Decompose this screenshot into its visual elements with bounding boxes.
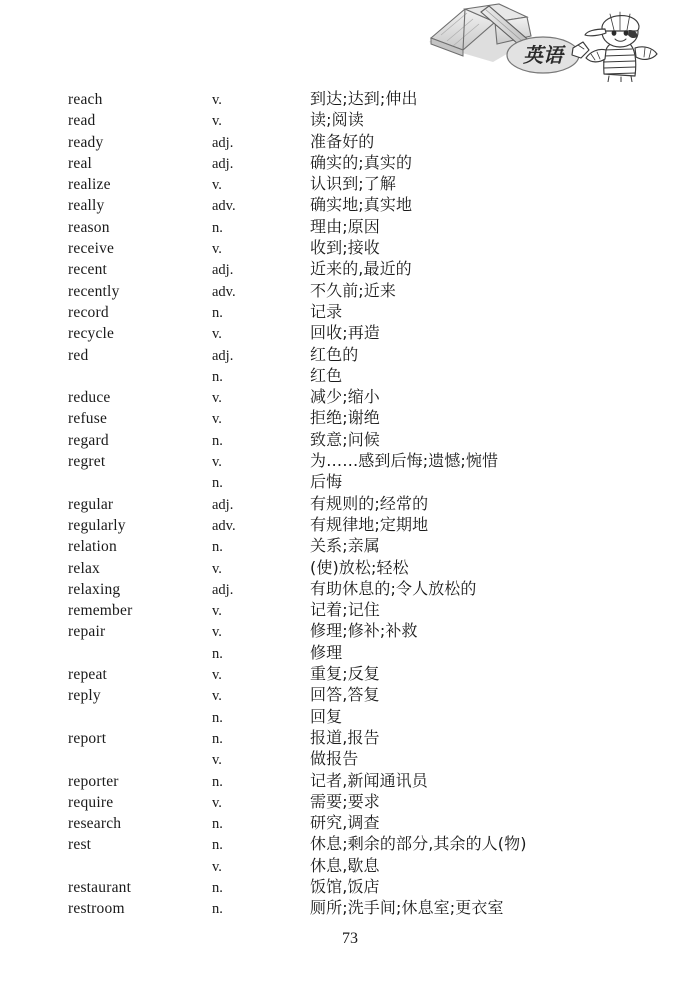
vocab-word: rest bbox=[68, 836, 92, 854]
vocab-word: reporter bbox=[68, 772, 119, 790]
vocab-row bbox=[68, 469, 648, 490]
vocab-row bbox=[68, 661, 648, 682]
vocab-word: reduce bbox=[68, 389, 111, 407]
vocab-part-of-speech: n. bbox=[212, 773, 223, 790]
vocab-definition: 记者,新闻通讯员 bbox=[310, 770, 428, 790]
vocab-row bbox=[68, 831, 648, 852]
vocab-row bbox=[68, 448, 648, 469]
vocab-part-of-speech: v. bbox=[212, 667, 222, 684]
vocab-word: reach bbox=[68, 91, 103, 108]
header-art bbox=[415, 0, 700, 82]
vocab-definition: (使)放松;轻松 bbox=[310, 557, 409, 577]
vocab-word: restaurant bbox=[68, 878, 132, 896]
vocab-word: reply bbox=[68, 687, 101, 705]
vocab-word: recent bbox=[68, 261, 108, 279]
vocab-word: red bbox=[68, 346, 89, 364]
vocab-word: regularly bbox=[68, 516, 126, 534]
vocab-definition: 为……感到后悔;遗憾;惋惜 bbox=[310, 451, 499, 471]
vocab-word: refuse bbox=[68, 410, 108, 428]
vocab-definition: 收到;接收 bbox=[310, 238, 380, 258]
vocab-row bbox=[68, 746, 648, 767]
vocab-part-of-speech: adj. bbox=[212, 581, 234, 598]
vocab-word: restroom bbox=[68, 900, 125, 918]
vocab-part-of-speech: v. bbox=[212, 177, 222, 194]
vocab-word: real bbox=[68, 154, 93, 172]
vocab-row bbox=[68, 384, 648, 405]
vocab-word: regular bbox=[68, 495, 114, 513]
vocab-word: record bbox=[68, 303, 109, 321]
vocab-row bbox=[68, 192, 648, 213]
vocab-row bbox=[68, 874, 648, 895]
vocab-definition: 回收;再造 bbox=[310, 323, 380, 343]
vocab-row bbox=[68, 576, 648, 597]
vocab-definition: 致意;问候 bbox=[310, 429, 380, 449]
vocab-row bbox=[68, 640, 648, 661]
vocab-word: repair bbox=[68, 623, 106, 641]
vocab-row bbox=[68, 86, 648, 107]
vocab-part-of-speech: v. bbox=[212, 454, 222, 471]
vocab-word: relax bbox=[68, 559, 100, 577]
vocab-row bbox=[68, 704, 648, 725]
vocab-row bbox=[68, 427, 648, 448]
vocab-definition: 研究,调查 bbox=[310, 813, 380, 833]
vocab-row bbox=[68, 682, 648, 703]
vocab-part-of-speech: v. bbox=[212, 603, 222, 620]
vocab-part-of-speech: n. bbox=[212, 730, 223, 747]
vocab-definition: 读;阅读 bbox=[310, 110, 364, 130]
vocab-row bbox=[68, 278, 648, 299]
vocab-part-of-speech: v. bbox=[212, 390, 222, 407]
vocab-part-of-speech: n. bbox=[212, 219, 223, 236]
vocab-word: remember bbox=[68, 602, 133, 620]
vocab-word: relation bbox=[68, 538, 117, 556]
vocab-word: receive bbox=[68, 240, 115, 258]
vocab-definition: 近来的,最近的 bbox=[310, 259, 412, 279]
page-number: 73 bbox=[342, 930, 358, 947]
speech-bubble bbox=[507, 37, 579, 73]
vocab-part-of-speech: adj. bbox=[212, 496, 234, 513]
header-illustration bbox=[415, 0, 700, 82]
vocab-part-of-speech: v. bbox=[212, 794, 222, 811]
vocabulary-list bbox=[68, 86, 648, 917]
vocab-definition: 减少;缩小 bbox=[310, 387, 380, 407]
vocab-part-of-speech: adv. bbox=[212, 198, 236, 215]
vocab-row bbox=[68, 491, 648, 512]
vocab-row bbox=[68, 129, 648, 150]
vocab-row bbox=[68, 342, 648, 363]
vocab-definition: 有规律地;定期地 bbox=[310, 514, 429, 534]
vocab-part-of-speech: v. bbox=[212, 326, 222, 343]
vocab-row bbox=[68, 256, 648, 277]
vocab-word: reason bbox=[68, 218, 110, 236]
vocab-definition: 记录 bbox=[310, 301, 343, 321]
vocab-part-of-speech: n. bbox=[212, 901, 223, 918]
vocab-definition: 有助休息的;令人放松的 bbox=[310, 578, 477, 598]
vocab-definition: 休息;剩余的部分,其余的人(物) bbox=[310, 834, 527, 854]
vocab-definition: 重复;反复 bbox=[310, 664, 380, 684]
vocab-part-of-speech: v. bbox=[212, 688, 222, 705]
vocab-part-of-speech: n. bbox=[212, 432, 223, 449]
vocab-row bbox=[68, 235, 648, 256]
vocab-part-of-speech: adv. bbox=[212, 517, 236, 534]
vocab-definition: 需要;要求 bbox=[310, 791, 380, 811]
vocab-row bbox=[68, 320, 648, 341]
vocab-part-of-speech: v. bbox=[212, 858, 222, 875]
vocab-word: recycle bbox=[68, 325, 115, 343]
vocab-word: recently bbox=[68, 282, 120, 300]
vocab-part-of-speech: n. bbox=[212, 837, 223, 854]
vocab-word: require bbox=[68, 793, 114, 811]
vocab-part-of-speech: n. bbox=[212, 709, 223, 726]
vocab-word: repeat bbox=[68, 666, 108, 684]
vocab-row bbox=[68, 107, 648, 128]
vocab-part-of-speech: v. bbox=[212, 624, 222, 641]
vocab-part-of-speech: n. bbox=[212, 539, 223, 556]
vocab-row bbox=[68, 533, 648, 554]
vocab-part-of-speech: adj. bbox=[212, 155, 234, 172]
vocab-part-of-speech: v. bbox=[212, 92, 222, 108]
vocab-definition: 回答,答复 bbox=[310, 685, 380, 705]
vocab-definition: 修理;修补;补救 bbox=[310, 621, 418, 641]
vocab-part-of-speech: n. bbox=[212, 368, 223, 385]
vocab-row bbox=[68, 789, 648, 810]
vocab-row bbox=[68, 555, 648, 576]
vocab-row bbox=[68, 512, 648, 533]
vocab-row bbox=[68, 597, 648, 618]
vocab-definition: 做报告 bbox=[310, 749, 359, 769]
vocab-definition: 饭馆,饭店 bbox=[310, 876, 380, 896]
vocab-definition: 红色 bbox=[310, 365, 343, 385]
vocab-part-of-speech: v. bbox=[212, 560, 222, 577]
vocab-part-of-speech: adv. bbox=[212, 283, 236, 300]
vocab-part-of-speech: adj. bbox=[212, 134, 234, 151]
vocab-definition: 不久前;近来 bbox=[310, 280, 396, 300]
vocab-definition: 到达;达到;伸出 bbox=[310, 89, 418, 108]
boy-with-cap-icon bbox=[572, 12, 657, 82]
vocab-definition: 关系;亲属 bbox=[310, 536, 380, 556]
vocab-row bbox=[68, 853, 648, 874]
vocab-definition: 确实的;真实的 bbox=[310, 152, 413, 172]
vocab-word: ready bbox=[68, 133, 104, 151]
vocab-part-of-speech: adj. bbox=[212, 262, 234, 279]
vocab-word: relaxing bbox=[68, 580, 121, 598]
vocab-definition: 红色的 bbox=[310, 344, 359, 364]
vocab-part-of-speech: v. bbox=[212, 752, 222, 769]
vocab-part-of-speech: v. bbox=[212, 113, 222, 130]
vocab-part-of-speech: n. bbox=[212, 475, 223, 492]
vocab-word: report bbox=[68, 729, 107, 747]
vocab-row bbox=[68, 214, 648, 235]
vocab-word: read bbox=[68, 112, 96, 130]
vocab-definition: 休息,歇息 bbox=[310, 855, 380, 875]
vocab-word: realize bbox=[68, 176, 111, 194]
vocab-definition: 有规则的;经常的 bbox=[310, 493, 429, 513]
vocab-definition: 拒绝;谢绝 bbox=[310, 408, 380, 428]
bubble-text: 英语 bbox=[523, 43, 563, 67]
vocab-part-of-speech: n. bbox=[212, 879, 223, 896]
vocab-row bbox=[68, 768, 648, 789]
vocab-part-of-speech: adj. bbox=[212, 347, 234, 364]
vocab-part-of-speech: v. bbox=[212, 241, 222, 258]
vocab-part-of-speech: n. bbox=[212, 816, 223, 833]
vocab-word: really bbox=[68, 197, 105, 215]
vocab-row bbox=[68, 895, 648, 916]
vocab-part-of-speech: v. bbox=[212, 411, 222, 428]
vocab-part-of-speech: n. bbox=[212, 304, 223, 321]
vocab-row bbox=[68, 171, 648, 192]
vocab-row bbox=[68, 363, 648, 384]
vocab-definition: 准备好的 bbox=[310, 131, 375, 151]
vocab-word: regret bbox=[68, 453, 106, 471]
vocab-definition: 确实地;真实地 bbox=[310, 195, 413, 215]
vocab-row bbox=[68, 150, 648, 171]
vocab-part-of-speech: n. bbox=[212, 645, 223, 662]
vocab-row bbox=[68, 618, 648, 639]
vocab-word: regard bbox=[68, 431, 109, 449]
vocab-definition: 修理 bbox=[310, 642, 343, 662]
vocab-word: research bbox=[68, 815, 122, 833]
vocab-definition: 理由;原因 bbox=[310, 216, 380, 236]
vocab-definition: 后悔 bbox=[310, 472, 343, 492]
vocab-row bbox=[68, 405, 648, 426]
vocab-definition: 认识到;了解 bbox=[310, 174, 396, 194]
vocab-row bbox=[68, 810, 648, 831]
vocab-definition: 厕所;洗手间;休息室;更衣室 bbox=[310, 898, 504, 918]
vocab-row bbox=[68, 299, 648, 320]
vocab-definition: 回复 bbox=[310, 706, 343, 726]
vocab-row bbox=[68, 725, 648, 746]
vocab-definition: 报道,报告 bbox=[310, 727, 380, 747]
vocab-definition: 记着;记住 bbox=[310, 600, 380, 620]
